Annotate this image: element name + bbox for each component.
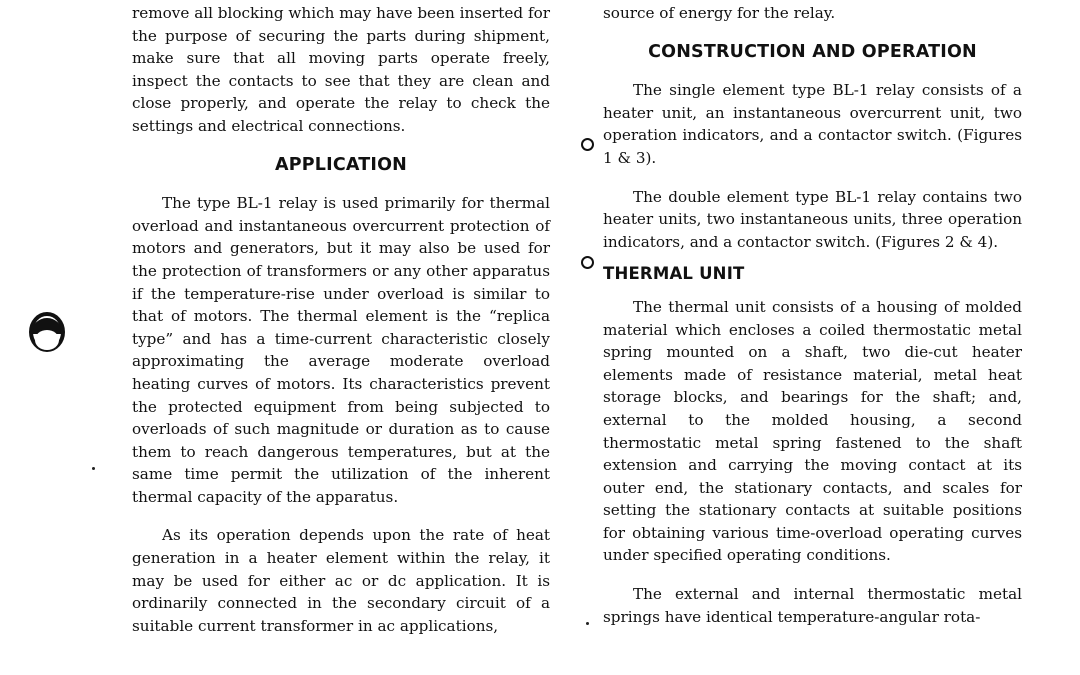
scan-speck: [586, 622, 589, 625]
revision-bullet-icon: [581, 256, 594, 269]
thermal-unit-heading: THERMAL UNIT: [603, 264, 745, 284]
construction-heading: CONSTRUCTION AND OPERATION: [648, 41, 977, 62]
application-paragraph-2: As its operation depends upon the rate of heat generation in a heater element within the relay, it may be used for either ac or dc application. It is ordinarily connected in the secondary circuit of a suitable current transformer in ac applications,: [132, 526, 550, 635]
construction-paragraph-2: The double element type BL-1 relay contains two heater units, two instantaneous units, three operation indicators, and a contactor switch. (Figures 2 & 4).: [603, 187, 1022, 251]
intro-paragraph-right: source of energy for the relay.: [603, 4, 836, 22]
binder-hole-icon: [27, 306, 67, 358]
application-heading: APPLICATION: [274, 154, 408, 175]
thermal-paragraph-2: The external and internal thermostatic metal springs have identical temperature-angular rota-: [603, 585, 1022, 626]
revision-bullet-icon: [581, 138, 594, 151]
scan-speck: [92, 467, 95, 470]
construction-paragraph-1: The single element type BL-1 relay consists of a heater unit, an instantaneous overcurrent unit, two operation indicators, and a contactor switch. (Figures 1 & 3).: [603, 81, 1022, 167]
thermal-paragraph-1: The thermal unit consists of a housing of molded material which encloses a coiled thermostatic metal spring mounted on a shaft, two die-cut heater elements made of resistance material, metal heat storage blocks, and bearings for the shaft; and, external to the molded housing, a second thermostatic metal spring fastened to the shaft extension and carrying the moving contact at its outer end, the stationary contacts, and scales for setting the stationary contacts at suitable positions for obtaining various time-overload operating curves under specified operating conditions.: [603, 297, 1022, 565]
intro-paragraph-left: remove all blocking which may have been inserted for the purpose of securing the parts during shipment, make sure that all moving parts operate freely, inspect the contacts to see that they are clean and close properly, and operate the relay to check the settings and electrical connections.: [132, 4, 550, 135]
left-column: [132, 0, 550, 637]
right-column: [603, 0, 1022, 628]
application-paragraph-1: The type BL-1 relay is used primarily for thermal overload and instantaneous overcurrent protection of motors and generators, but it may also be used for the protection of transformers or any other apparatus if the temperature-rise under overload is similar to that of motors. The thermal element is the “replica type” and has a time-current characteristic closely approximating the average moderate overload heating curves of motors. Its characteristics prevent the protected equipment from being subjected to overloads of such magnitude or duration as to cause them to reach dangerous temperatures, but at the same time permit the utilization of the inherent thermal capacity of the apparatus.: [132, 194, 550, 506]
